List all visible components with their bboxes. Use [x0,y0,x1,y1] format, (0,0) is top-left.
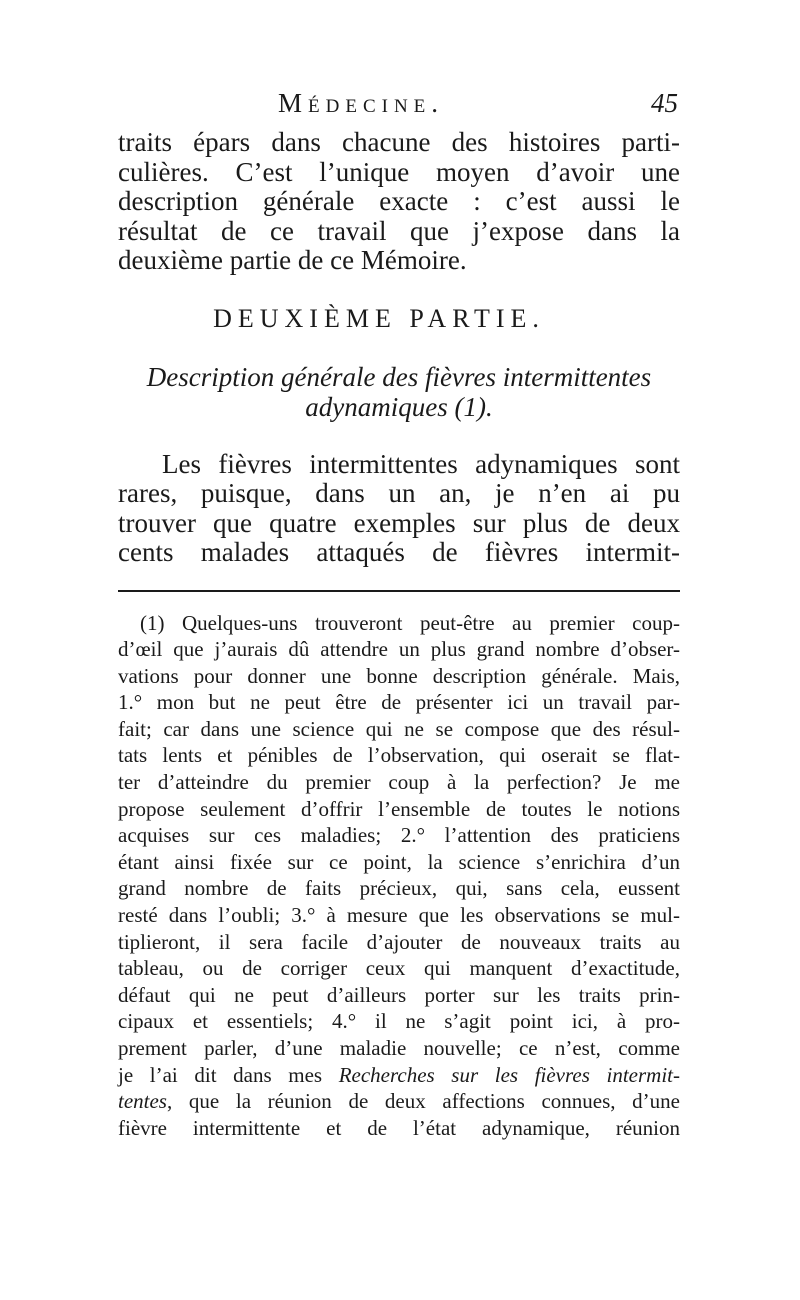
text-line: cents malades attaqués de fièvres intermit- [118,537,680,567]
section-heading: DEUXIÈME PARTIE. [213,303,545,333]
text-line: culières. C’est l’unique moyen d’avoir une [118,156,680,187]
footnote-line [118,1062,680,1089]
footnote-line: fait; car dans une science qui ne se compose que des résul- [118,716,680,741]
footnote-line: acquises sur ces maladies; 2.° l’attention des praticiens [118,823,680,848]
body-paragraph-top [118,128,680,276]
footnote-text: , que la réunion de deux affections connues, d’une [166,1089,680,1114]
footnote-text: je l’ai dit dans mes [118,1062,339,1087]
footnote-line: tableau, ou de corriger ceux qui manquent d’exactitude, [118,956,680,981]
footnote [118,610,680,1142]
footnote-line: d’œil que j’aurais dû attendre un plus grand nombre d’obser- [118,637,680,662]
cited-title: Recherches sur les fièvres intermit- [338,1062,680,1087]
text-line: résultat de ce travail que j’expose dans la [118,215,680,246]
subtitle-line: adynamiques (1). [305,391,493,422]
footnote-line: tiplieront, il sera facile d’ajouter de nouveaux traits au [118,929,680,954]
footnote-line: (1) Quelques-uns trouveront peut-être au premier coup- [140,610,680,635]
book-page [118,88,680,1268]
footnote-line: tats lents et pénibles de l’observation, qui oserait se flat- [118,743,680,768]
running-title: Médecine. [278,88,445,118]
running-head [118,88,680,128]
footnote-line: resté dans l’oubli; 3.° à mesure que les observations se mul- [118,903,680,928]
footnote-line: ter d’atteindre du premier coup à la perfection? Je me [118,770,680,795]
section-subtitle [118,362,680,422]
text-line: deuxième partie de ce Mémoire. [118,245,467,275]
text-line: Les fièvres intermittentes adynamiques sont [162,448,680,479]
text-line: rares, puisque, dans un an, je n’en ai pu [118,478,680,508]
body-paragraph-main [118,450,680,568]
footnote-line: défaut qui ne peut d’ailleurs porter sur les traits prin- [118,982,680,1007]
footnote-line [118,1088,680,1115]
footnote-line: vations pour donner une bonne description générale. Mais, [118,663,680,688]
page-number: 45 [651,88,678,118]
footnote-line: cipaux et essentiels; 4.° il ne s’agit point ici, à pro- [118,1009,680,1034]
footnote-line: 1.° mon but ne peut être de présenter ici un travail par- [118,690,680,715]
text-line: description générale exacte : c’est aussi le [118,186,680,216]
subtitle-line: Description générale des fièvres intermittentes [146,361,652,392]
text-line: trouver que quatre exemples sur plus de deux [118,507,680,538]
footnote-line: prement parler, d’une maladie nouvelle; ce n’est, comme [118,1036,680,1060]
footnote-line: étant ainsi fixée sur ce point, la science s’enrichira d’un [118,849,680,874]
footnote-line: grand nombre de faits précieux, qui, sans cela, eussent [118,876,680,901]
footnote-line: propose seulement d’offrir l’ensemble de toutes le notions [118,796,680,821]
footnote-line: fièvre intermittente et de l’état adynamique, réunion [118,1115,680,1140]
footnote-rule [118,590,680,592]
cited-title: tentes [118,1089,167,1114]
text-line: traits épars dans chacune des histoires parti- [118,127,680,157]
